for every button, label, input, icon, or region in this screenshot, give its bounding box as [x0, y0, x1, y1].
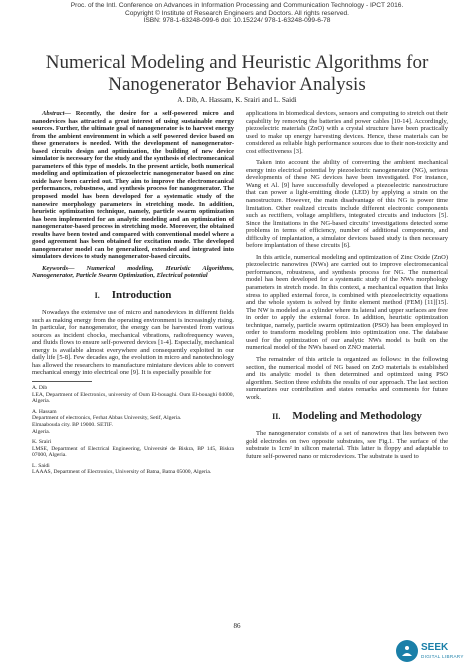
abstract-label: Abstract— — [42, 110, 71, 117]
abstract — [32, 110, 234, 261]
conference-header — [0, 2, 474, 25]
right-column — [246, 110, 448, 464]
header-line-3: ISBN: 978-1-63248-099-6 doi: 10.15224/ 978-1-63248-099-6-78 — [143, 17, 331, 25]
body-paragraph: applications in biomedical devices, sensors and computing to stretch out their capability by removing the batteries and power cables [10-14]. Accordingly, piezoelectric materials (ZnO) with a crystal structure have been practically used to make up energy harvesting devices. Hence, these materials can be considered as reliable high performance sources due to their non-toxicity and cost effectiveness [3]. — [246, 110, 448, 155]
body-paragraph: The remainder of this article is organized as follows: in the following section, the numerical model of NG based on ZnO materials is established and its analytic model is then determined and optimized using PSO algorithm. Section three exhibits the results of our approach. The last section summarizes our contribution and states remarks and comments for future work. — [246, 355, 448, 401]
left-column — [32, 110, 234, 480]
author-affiliations — [32, 385, 234, 476]
logo-name: SEEK — [421, 642, 449, 653]
introduction-paragraph: Nowadays the extensive use of micro and nanodevices in different fields such as making energy from the operating environment is increasingly rising. In particular, for nanogenerator, the energy can be harvested from various sources as incident chocks, mechanical vibrations, radiofrequency waves, and fluids flows to ensure self-powered devices [1-4]. Especially, mechanical energy is available almost everywhere and consequently exploited in our daily life [5-8]. Few decades ago, the evolution in micro and nanotechnology has allowed the researchers to manufacture miniature devices able to convert mechanical energy into electrical one [9]. It is especially possible for — [32, 309, 234, 377]
body-paragraph: In this article, numerical modeling and optimization of Zinc Oxide (ZnO) piezoelectric nanowires (NWs) are carried out to improve electromecanical performances, robustness, and synthesis process for NG. The numerical model has been developed for a systematic study of the NWs morphology parameters in stretch mode. In this context, a mechanical equation that links stress to applied external force, is combined with piezoelectricity equations and the whole system is solved by finite element method (FEM) [11][15]. The NW is modeled as a cylinder where its lateral and upper surfaces are free in order to apply the external force. In addition, heuristic optimization technique, namely, particle swarm optimization (PSO) has been employed in order to transform modeling problem into optimization one. The database used for the optimization of our analytic NWs model is built on the numerical model of the NWs based on ZNO material. — [246, 253, 448, 352]
section-heading-introduction — [32, 288, 234, 303]
keywords-label: Keywords— — [42, 264, 75, 272]
seek-digital-library-logo — [396, 638, 468, 666]
header-line-1: Proc. of the Intl. Conference on Advances in Information Processing and Communication Technology - IPCT 2016. — [70, 2, 404, 9]
section-title: Modeling and Methodology — [292, 410, 422, 423]
section-number: II. — [272, 412, 281, 422]
affiliation-dib: A. Dib LEA, Department of Electronics, university of Oum El-bouaghi. Oum El-bouaghi 04000, Algeria. — [32, 384, 234, 405]
abstract-text: Recently, the desire for a self-powered micro and nanodevices has attracted a great interest of using sustainable energy sources. Further, the ultimate goal of nanogenerator is to harvest energy from the ambient environment in which a self powered device based on these generators is needed. With the development of nanogenerator-based circuits design and optimization, the building of new device simulator is necessary for the study and the synthesis of electromecanical parameters of this type of models. In the present article, both numerical modeling and optimization of piezoelectric nanogenerator based on zinc oxide have been carried out. They aim to improve the electromecanical performances, robustness, and synthesis process for nanogenerator. The proposed model has been developed for a systematic study of the nanowire morphology parameters in stretching mode. In addition, heuristic optimization technique, namely, particle swarm optimization has been implemented for an analytic modeling and an optimization of nanogenerator-based process in stretching mode. Moreover, the obtained results have been tested and compared with conventional model where a good agreement has been obtained for excitation mode. The developed nanogenerator model can be generalized, extended and integrated into simulators devices to study nanogenerator-based circuits. — [32, 110, 234, 261]
author-list: A. Dib, A. Hassam, K. Srairi and L. Saidi — [177, 96, 297, 104]
section-heading-modeling — [246, 409, 448, 424]
section-title: Introduction — [111, 289, 172, 302]
affiliation-srairi: K. Srairi LMSE, Department of Electrical Engineering, Université de Biskra, BP 145, Biskra 07000, Algeria. — [32, 439, 234, 459]
keywords-text: Numerical modeling, Heuristic Algorithms, Nanogenerator, Particle Swarm Optimization, Electrical potential — [32, 264, 234, 280]
keywords — [32, 265, 234, 280]
body-paragraph: Taken into account the ability of converting the ambient mechanical energy into electrical potential by piezoelectric nanogenerator (NG), serious developments of these NG devices have been investigated. For instance, Wang et Al. [9] have successfully developed a piezoelectric nanostructure that can power a light-emitting diode (LED) by applying a strain on the nanostructure. However, the main disadvantage of this NG is power time limitation. Other realized circuits include different electronic components such as rectifiers, voltage amplifiers, integrated circuits and inductors [5]. Since the limitations in the NG-based circuits' investigations detected some problems in terms of efficiency, number of additional components, and difficulty of implantation, a simulator devices based study is then necessary before implantation of these circuits [6]. — [246, 159, 448, 250]
section-number: I. — [94, 291, 100, 301]
affiliation-saidi: L. Saidi LAAAS, Department of Electronics, University of Batna, Batna 05000, Algeria. — [32, 462, 212, 476]
body-paragraph: The nanogenerator consists of a set of nanowires that lies between two gold electrodes on two opposite substrates, see Fig.1. The surface of the substrate is 1cm² in silicon material. This latter is floppy and adaptable to future self-powered nano or microdevices. The substrate is used to — [246, 430, 448, 460]
header-line-2: Copyright © Institute of Research Engineers and Doctors. All rights reserved. — [124, 9, 350, 17]
footnote-divider — [32, 381, 92, 382]
logo-subtitle: DIGITAL LIBRARY — [421, 654, 464, 659]
affiliation-hassam: A. Hassam Department of electronics, Ferhat Abbas University, Setif, Algeria. Elmaabouda city. BP 19000. SETIF. Algeria. — [32, 408, 182, 435]
page-number: 86 — [233, 622, 241, 630]
seek-logo-icon — [396, 640, 418, 662]
paper-title: Numerical Modeling and Heuristic Algorithms for Nanogenerator Behavior Analysis — [45, 52, 429, 95]
